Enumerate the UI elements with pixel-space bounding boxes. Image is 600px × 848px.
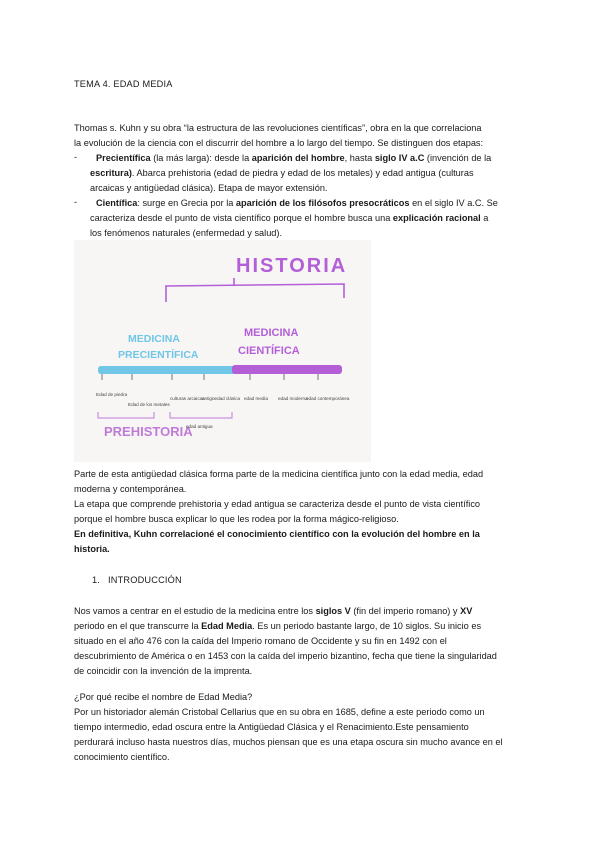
intro-line-2: la evolución de la ciencia con el discurrir del hombre a lo largo del tiempo. Se distinguen dos etapas:: [74, 138, 484, 148]
timeline-drawing: [74, 240, 371, 462]
text-span: caracteriza desde el punto de vista científico porque el hombre busca una: [90, 213, 393, 223]
para3-line-3: situado en el año 476 con la caída del Imperio romano de Occidente y su fin en 1492 con el: [74, 636, 447, 646]
para2-line-6: historia.: [74, 544, 110, 554]
medicina-cientifica-label-2: CIENTÍFICA: [238, 345, 300, 357]
text-span: (fin del imperio romano) y: [350, 606, 461, 616]
historia-label: HISTORIA: [236, 255, 348, 277]
bold-span: XV: [460, 606, 473, 616]
timeline-ticks: [102, 374, 318, 380]
bullet-cientifica-line-1: [96, 197, 498, 209]
bold-span: aparición de los filósofos presocráticos: [235, 198, 410, 208]
section-title: INTRODUCCIÓN: [108, 575, 182, 585]
tick-label-edad-moderna: edad moderna: [278, 396, 308, 401]
precientifica-bar: [98, 366, 238, 374]
prehistoria-label: PREHISTORIA: [104, 424, 193, 439]
tick-label-edad-contemporanea: edad contemporánea: [306, 396, 350, 401]
bold-span: escritura): [90, 168, 132, 178]
text-span: (invención de la: [424, 153, 492, 163]
page-title: TEMA 4. EDAD MEDIA: [74, 79, 173, 89]
text-span: en el siglo IV a.C. Se: [409, 198, 498, 208]
bold-span: siglo IV a.C: [374, 153, 425, 163]
para2-line-1: Parte de esta antigüedad clásica forma parte de la medicina científica junto con la edad media, edad: [74, 469, 484, 479]
para4-line-4: conocimiento científico.: [74, 752, 170, 762]
bold-span: siglos V: [315, 606, 351, 616]
cientifica-bar: [232, 365, 342, 374]
bullet-cientifica-line-3: los fenómenos naturales (enfermedad y salud).: [90, 228, 283, 238]
para3-line-4: descubrimiento de América o en 1453 con la caída del imperio bizantino, fecha que tiene la singularidad: [74, 651, 497, 661]
text-span: Nos vamos a centrar en el estudio de la medicina entre los: [74, 606, 316, 616]
para2-line-3: La etapa que comprende prehistoria y edad antigua se caracteriza desde el punto de vista científico: [74, 499, 481, 509]
medicina-precientifica-label-1: MEDICINA: [128, 333, 180, 345]
bold-span: explicación racional: [392, 213, 481, 223]
text-span: , hasta: [344, 153, 375, 163]
para4-question: ¿Por qué recibe el nombre de Edad Media?: [74, 692, 253, 702]
bullet-precientifica-line-3: arcaicas y antigüedad clásica). Etapa de mayor extensión.: [90, 183, 328, 193]
text-span: . Abarca prehistoria (edad de piedra y edad de los metales) y edad antigua (culturas: [131, 168, 474, 178]
text-span: : surge en Grecia por la: [137, 198, 236, 208]
term-precientifica: Precientífica: [96, 153, 151, 163]
bullet-precientifica-line-2: [90, 167, 474, 179]
medicina-precientifica-label-2: PRECIENTÍFICA: [118, 349, 199, 361]
para2-line-4: porque el hombre busca explicar lo que les rodea por la forma mágico-religioso.: [74, 514, 399, 524]
bullet-dash: -: [74, 152, 78, 162]
text-span: . Es un periodo bastante largo, de 10 siglos. Su inicio es: [252, 621, 482, 631]
bullet-dash: -: [74, 197, 78, 207]
edad-antigua-label: edad antigua: [186, 424, 213, 429]
bold-span: aparición del hombre: [251, 153, 345, 163]
tick-label-antiguedad-clasica: antigüedad clásica: [202, 396, 241, 401]
medicina-cientifica-label-1: MEDICINA: [244, 327, 299, 339]
para3-line-5: de coincidir con la invención de la imprenta.: [74, 666, 253, 676]
para4-line-1: Por un historiador alemán Cristobal Cellarius que en su obra en 1685, define a este periodo como un: [74, 707, 485, 717]
tick-label-edad-piedra: Edad de piedra: [96, 392, 128, 397]
para2-line-5: En definitiva, Kuhn correlacioné el conocimiento científico con la evolución del hombre en la: [74, 529, 480, 539]
prehistoria-bracket: [98, 412, 154, 418]
tick-label-edad-metales: Edad de los metales: [128, 402, 170, 407]
bullet-precientifica-line-1: [96, 152, 491, 164]
para2-line-2: moderna y contemporánea.: [74, 484, 187, 494]
text-span: a: [480, 213, 489, 223]
para3-line-1: [74, 605, 472, 617]
para4-line-3: perdurará incluso hasta nuestros días, muchos piensan que es una etapa oscura sin mucho avance en el: [74, 737, 503, 747]
text-span: periodo en el que transcurre la: [74, 621, 202, 631]
tick-label-culturas-arcaicas: culturas arcaicas: [170, 396, 205, 401]
historia-timeline-figure: [74, 240, 371, 462]
para4-line-2: tiempo intermedio, edad oscura entre la Antigüedad Clásica y el Renacimiento.Este pensamiento: [74, 722, 469, 732]
bullet-cientifica-line-2: [90, 212, 488, 224]
intro-line-1: Thomas s. Kuhn y su obra “la estructura de las revoluciones científicas”, obra en la que correlaciona: [74, 123, 482, 133]
bold-span: Edad Media: [201, 621, 253, 631]
edad-antigua-bracket: [170, 412, 232, 418]
historia-bracket: [166, 284, 344, 302]
tick-label-edad-media: edad media: [244, 396, 269, 401]
para3-line-2: [74, 620, 481, 632]
text-span: (la más larga): desde la: [150, 153, 252, 163]
term-cientifica: Científica: [96, 198, 138, 208]
section-number: 1.: [92, 575, 100, 585]
